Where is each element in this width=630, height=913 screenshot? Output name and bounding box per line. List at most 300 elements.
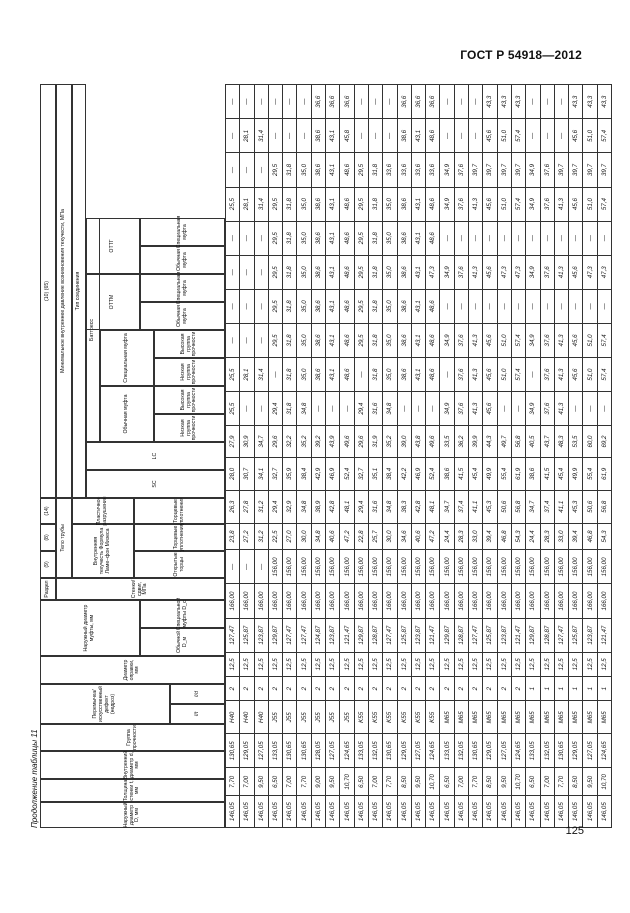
table-cell: 123,87	[326, 618, 340, 652]
table-cell: 39,7	[483, 153, 497, 187]
table-cell: 29,4	[268, 392, 282, 426]
table-cell: 56,8	[597, 490, 611, 523]
table-cell: 29,5	[268, 323, 282, 357]
table-cell: 156,00	[283, 550, 297, 584]
table-cell: 132,05	[540, 734, 554, 768]
table-cell: 51,0	[497, 119, 511, 153]
table-cell: —	[226, 119, 240, 153]
table-cell: 36,6	[311, 85, 325, 119]
table-cell: 49,9	[569, 457, 583, 490]
table-cell: 41,3	[469, 187, 483, 221]
table-cell: 146,05	[454, 796, 468, 828]
table-cell: —	[340, 392, 354, 426]
table-cell: 146,05	[540, 796, 554, 828]
table-cell: 2	[397, 677, 411, 701]
table-cell: 54,3	[511, 523, 525, 550]
table-cell: —	[454, 119, 468, 153]
table-cell: 48,6	[426, 289, 440, 323]
hdr-otm: ОТТМ	[86, 274, 140, 330]
table-cell: 146,05	[569, 796, 583, 828]
hdr-coupling-od: Наружный диаметр муфты, мм	[40, 600, 140, 656]
table-cell: M65	[554, 701, 568, 734]
table-row	[383, 85, 397, 828]
table-cell: 38,6	[311, 119, 325, 153]
table-cell: 128,87	[540, 618, 554, 652]
table-cell: 9,50	[497, 768, 511, 796]
table-cell: 29,5	[268, 187, 282, 221]
table-cell: 9,50	[326, 768, 340, 796]
table-cell: 133,05	[354, 734, 368, 768]
table-cell: 2	[340, 677, 354, 701]
table-cell: 46,8	[583, 523, 597, 550]
table-cell: 129,87	[354, 618, 368, 652]
table-cell: 34,9	[526, 255, 540, 289]
table-cell: J55	[268, 701, 282, 734]
table-cell: —	[469, 119, 483, 153]
table-cell: 132,05	[368, 734, 382, 768]
table-cell: —	[226, 255, 240, 289]
hdr-min-internal: Минимальное внутреннее давление возникновения текучести, МПа	[56, 84, 72, 498]
table-cell: 22,5	[268, 523, 282, 550]
table-cell: 156,00	[426, 550, 440, 584]
table-row	[411, 85, 425, 828]
table-cell: 35,1	[368, 457, 382, 490]
table-cell: —	[440, 358, 454, 392]
table-cell: 41,3	[554, 255, 568, 289]
table-cell: —	[254, 289, 268, 323]
table-cell: 146,05	[340, 796, 354, 828]
table-cell: 34,9	[440, 323, 454, 357]
table-cell: 12,5	[469, 652, 483, 676]
table-cell: 38,6	[397, 221, 411, 255]
table-cell: 43,8	[411, 426, 425, 458]
table-cell: 43,3	[583, 85, 597, 119]
table-cell: —	[226, 221, 240, 255]
table-cell: Н40	[254, 701, 268, 734]
table-cell: 31,8	[368, 221, 382, 255]
table-row	[340, 85, 354, 828]
table-cell: 34,7	[526, 490, 540, 523]
data-table	[225, 84, 612, 828]
table-cell: 146,05	[240, 796, 254, 828]
table-cell: 29,5	[268, 289, 282, 323]
table-cell: 49,9	[483, 457, 497, 490]
table-cell: 12,5	[397, 652, 411, 676]
table-cell: 40,6	[411, 523, 425, 550]
table-cell: 47,3	[497, 255, 511, 289]
table-cell: 39,9	[469, 426, 483, 458]
table-cell: 156,00	[583, 550, 597, 584]
table-cell: 40,5	[526, 426, 540, 458]
table-cell: —	[254, 550, 268, 584]
table-cell: 166,00	[268, 584, 282, 618]
table-cell: 43,1	[326, 119, 340, 153]
table-cell: —	[240, 289, 254, 323]
table-cell: 156,00	[326, 550, 340, 584]
table-cell: 34,9	[440, 392, 454, 426]
table-cell: 32,2	[283, 426, 297, 458]
table-cell: 38,6	[397, 187, 411, 221]
table-cell: 33,5	[440, 426, 454, 458]
table-cell: 10,70	[340, 768, 354, 796]
table-cell: 36,6	[426, 85, 440, 119]
table-cell: 43,1	[411, 187, 425, 221]
table-row	[368, 85, 382, 828]
table-cell: 2	[483, 677, 497, 701]
table-cell: 46,9	[411, 457, 425, 490]
table-cell: 7,70	[554, 768, 568, 796]
table-cell: 166,00	[311, 584, 325, 618]
table-cell: 43,3	[497, 85, 511, 119]
table-cell: 28,1	[240, 358, 254, 392]
table-row	[554, 85, 568, 828]
table-cell: J55	[297, 701, 311, 734]
table-cell: 129,05	[240, 734, 254, 768]
table-cell: J55	[283, 701, 297, 734]
table-cell: 48,6	[340, 358, 354, 392]
table-cell: 47,3	[426, 255, 440, 289]
table-cell: 45,6	[483, 358, 497, 392]
table-cell: 9,50	[583, 768, 597, 796]
table-cell: 49,7	[497, 426, 511, 458]
table-cell: 34,8	[297, 490, 311, 523]
hdr-ottg-regular: Обычная муфта	[140, 246, 225, 274]
table-cell: 166,00	[411, 584, 425, 618]
table-cell: —	[383, 119, 397, 153]
table-cell: 1	[597, 677, 611, 701]
table-cell: 34,9	[526, 153, 540, 187]
table-cell: 9,50	[411, 768, 425, 796]
table-cell: 9,00	[311, 768, 325, 796]
table-cell: —	[569, 221, 583, 255]
table-cell: 51,0	[497, 323, 511, 357]
table-cell: —	[226, 323, 240, 357]
table-cell: 146,05	[483, 796, 497, 828]
table-cell: 156,00	[597, 550, 611, 584]
table-cell: 33,6	[397, 153, 411, 187]
table-cell: 53,5	[569, 426, 583, 458]
table-cell: 45,6	[483, 187, 497, 221]
hdr-closed-ends-2: Торцевые уплотнения	[134, 498, 225, 524]
table-cell: 32,7	[268, 457, 282, 490]
table-cell: 48,3	[554, 426, 568, 458]
table-cell: —	[597, 392, 611, 426]
table-cell: —	[254, 153, 268, 187]
table-cell: 36,2	[454, 426, 468, 458]
table-cell: —	[240, 221, 254, 255]
table-cell: 36,6	[326, 85, 340, 119]
table-cell: 124,65	[597, 734, 611, 768]
table-cell: 39,4	[483, 523, 497, 550]
table-cell: —	[454, 85, 468, 119]
table-cell: 34,8	[383, 392, 397, 426]
table-cell: 35,9	[283, 457, 297, 490]
table-cell: 12,5	[283, 652, 297, 676]
table-cell: 54,3	[597, 523, 611, 550]
table-row	[354, 85, 368, 828]
table-cell: 38,6	[311, 358, 325, 392]
table-cell: 129,05	[483, 734, 497, 768]
table-cell: 12,5	[240, 652, 254, 676]
table-cell: —	[540, 289, 554, 323]
table-cell: —	[311, 392, 325, 426]
table-cell: 146,05	[597, 796, 611, 828]
table-cell: 127,47	[226, 618, 240, 652]
table-cell: 34,9	[526, 323, 540, 357]
table-cell: —	[354, 85, 368, 119]
table-cell: 2	[297, 677, 311, 701]
table-cell: 35,0	[383, 323, 397, 357]
table-cell: 47,3	[597, 255, 611, 289]
table-cell: 12,5	[226, 652, 240, 676]
table-cell: 156,00	[526, 550, 540, 584]
table-cell: M65	[583, 701, 597, 734]
table-cell: 31,8	[368, 255, 382, 289]
table-row	[311, 85, 325, 828]
table-cell: —	[440, 119, 454, 153]
table-cell: 127,47	[383, 618, 397, 652]
table-cell: 146,05	[383, 796, 397, 828]
table-cell: 1	[554, 677, 568, 701]
table-cell: —	[540, 85, 554, 119]
table-cell: M65	[569, 701, 583, 734]
table-row	[254, 85, 268, 828]
table-cell: —	[268, 358, 282, 392]
table-cell: 39,7	[583, 153, 597, 187]
table-cell: 156,00	[297, 550, 311, 584]
hdr-high-group-2: Высокая группа прочности	[154, 330, 225, 358]
table-cell: —	[240, 392, 254, 426]
table-cell: 51,0	[583, 187, 597, 221]
table-cell: 146,05	[554, 796, 568, 828]
table-cell: 7,70	[226, 768, 240, 796]
table-cell: 121,47	[597, 618, 611, 652]
table-cell: 166,00	[440, 584, 454, 618]
table-cell: 45,8	[340, 119, 354, 153]
table-cell: 2	[440, 677, 454, 701]
table-cell: —	[454, 221, 468, 255]
table-cell: 38,9	[311, 490, 325, 523]
table-cell: —	[240, 85, 254, 119]
table-cell: 1	[540, 677, 554, 701]
table-cell: 38,3	[397, 490, 411, 523]
table-row	[283, 85, 297, 828]
table-cell: 12,5	[426, 652, 440, 676]
table-cell: 43,3	[483, 85, 497, 119]
table-cell: 7,70	[383, 768, 397, 796]
table-cell: 52,4	[340, 457, 354, 490]
table-cell: 41,5	[454, 457, 468, 490]
table-cell: —	[597, 221, 611, 255]
table-cell: 146,05	[526, 796, 540, 828]
table-cell: 48,6	[340, 323, 354, 357]
table-cell: 124,65	[426, 734, 440, 768]
table-cell: 51,0	[583, 323, 597, 357]
table-cell: 48,6	[340, 221, 354, 255]
table-cell: 127,05	[326, 734, 340, 768]
table-cell: 28,3	[540, 523, 554, 550]
table-cell: —	[469, 221, 483, 255]
table-cell: 51,0	[497, 187, 511, 221]
table-cell: 34,9	[440, 187, 454, 221]
table-cell: 34,9	[440, 153, 454, 187]
table-cell: 48,6	[426, 119, 440, 153]
table-cell: 128,05	[311, 734, 325, 768]
table-cell: 12,5	[554, 652, 568, 676]
table-cell: 29,5	[268, 153, 282, 187]
table-row	[597, 85, 611, 828]
table-cell: 47,2	[340, 523, 354, 550]
table-cell: 12,5	[340, 652, 354, 676]
hdr-low-group-1: Низкая группа прочности	[154, 414, 225, 442]
table-cell: 166,00	[326, 584, 340, 618]
table-cell: 48,1	[426, 490, 440, 523]
table-cell: 26,3	[226, 490, 240, 523]
table-cell: —	[226, 85, 240, 119]
table-cell: 45,6	[569, 187, 583, 221]
table-row	[440, 85, 454, 828]
table-cell: —	[411, 392, 425, 426]
table-cell: —	[283, 119, 297, 153]
table-cell: 31,8	[368, 187, 382, 221]
table-cell: 130,65	[383, 734, 397, 768]
table-cell: J55	[340, 701, 354, 734]
table-cell: —	[240, 153, 254, 187]
table-cell: 12,5	[511, 652, 525, 676]
table-cell: 166,00	[540, 584, 554, 618]
table-cell: 166,00	[226, 584, 240, 618]
table-cell: 2	[426, 677, 440, 701]
table-cell: 166,00	[426, 584, 440, 618]
hdr-yield-internal: Внутренняя текучесть Формула Ламе–фон Мизеса	[72, 524, 134, 578]
table-cell: —	[526, 221, 540, 255]
table-cell: 7,00	[454, 768, 468, 796]
table-cell: K55	[397, 701, 411, 734]
table-cell: 45,6	[483, 323, 497, 357]
table-cell: 48,6	[340, 187, 354, 221]
table-cell: 37,4	[540, 490, 554, 523]
table-cell: 123,87	[411, 618, 425, 652]
table-cell: 35,0	[297, 255, 311, 289]
table-cell: 8,50	[483, 768, 497, 796]
table-cell: 31,4	[254, 187, 268, 221]
table-cell: 40,6	[326, 523, 340, 550]
table-cell: 57,4	[597, 358, 611, 392]
table-cell: 45,4	[469, 457, 483, 490]
table-cell: 146,05	[354, 796, 368, 828]
table-cell: 121,47	[340, 618, 354, 652]
table-cell: 156,00	[469, 550, 483, 584]
table-cell: 57,4	[511, 187, 525, 221]
table-cell: 156,00	[454, 550, 468, 584]
data-table-body	[226, 85, 612, 828]
table-cell: 8,50	[397, 768, 411, 796]
table-cell: 37,6	[540, 392, 554, 426]
table-cell: 48,6	[340, 153, 354, 187]
table-cell: K55	[368, 701, 382, 734]
rotated-table-area	[30, 84, 608, 828]
table-cell: 49,6	[340, 426, 354, 458]
table-cell: —	[526, 358, 540, 392]
table-cell: 29,5	[354, 255, 368, 289]
document-standard-header: ГОСТ Р 54918—2012	[460, 48, 582, 62]
table-cell: 12,5	[411, 652, 425, 676]
hdr-regular-coupling: Обычная муфта	[100, 386, 154, 442]
table-cell: —	[283, 85, 297, 119]
hdr-wall-thickness: Толщина стенки t, мм	[40, 779, 225, 802]
table-cell: 125,87	[397, 618, 411, 652]
table-cell: 30,7	[240, 457, 254, 490]
table-row	[297, 85, 311, 828]
table-cell: 2	[268, 677, 282, 701]
table-cell: 12,5	[368, 652, 382, 676]
table-cell: —	[569, 289, 583, 323]
hdr-connection-type: Тип соединения	[72, 84, 86, 498]
table-cell: 37,6	[454, 392, 468, 426]
hdr-formula-9: (9)	[40, 551, 56, 578]
hdr-sc: SC	[86, 470, 225, 498]
table-cell: 57,4	[597, 323, 611, 357]
table-cell: 29,4	[354, 392, 368, 426]
table-caption: Продолжение таблицы 11	[30, 729, 39, 828]
table-cell: 31,8	[283, 187, 297, 221]
table-cell: 42,8	[326, 490, 340, 523]
table-cell: J55	[311, 701, 325, 734]
table-cell: 27,2	[240, 523, 254, 550]
table-cell: 38,6	[311, 323, 325, 357]
table-cell: 166,00	[569, 584, 583, 618]
table-cell: 38,6	[397, 255, 411, 289]
table-cell: 2	[511, 677, 525, 701]
hdr-open-ends: Открытые торцы	[134, 551, 225, 578]
table-cell: 146,05	[297, 796, 311, 828]
table-cell: 29,5	[354, 323, 368, 357]
table-cell: 146,05	[283, 796, 297, 828]
table-cell: M65	[483, 701, 497, 734]
table-cell: 31,6	[368, 490, 382, 523]
hdr-low-group-2: Низкая группа прочности	[154, 358, 225, 386]
table-cell: 25,5	[226, 392, 240, 426]
table-cell: 38,6	[311, 221, 325, 255]
table-cell: 166,00	[554, 584, 568, 618]
table-cell: 51,0	[497, 358, 511, 392]
table-cell: 27,9	[226, 426, 240, 458]
table-cell: 166,00	[597, 584, 611, 618]
table-cell: 56,8	[511, 490, 525, 523]
table-cell: 33,0	[469, 523, 483, 550]
table-cell: 127,47	[297, 618, 311, 652]
table-cell: 2	[469, 677, 483, 701]
table-cell: 146,05	[268, 796, 282, 828]
table-cell: 146,05	[583, 796, 597, 828]
table-cell: 156,00	[440, 550, 454, 584]
table-cell: 22,8	[354, 523, 368, 550]
table-cell: 45,3	[483, 490, 497, 523]
table-cell: 1	[569, 677, 583, 701]
table-cell: 1	[583, 677, 597, 701]
table-cell: 2	[240, 677, 254, 701]
table-cell: 132,05	[454, 734, 468, 768]
table-cell: 45,6	[569, 255, 583, 289]
table-cell: —	[226, 550, 240, 584]
table-cell: —	[554, 85, 568, 119]
table-cell: 128,87	[454, 618, 468, 652]
table-cell: 45,6	[569, 358, 583, 392]
table-cell: 48,6	[426, 221, 440, 255]
table-cell: 43,1	[326, 153, 340, 187]
hdr-pipe-body: Тело трубы	[56, 498, 72, 578]
table-cell: 34,8	[311, 523, 325, 550]
